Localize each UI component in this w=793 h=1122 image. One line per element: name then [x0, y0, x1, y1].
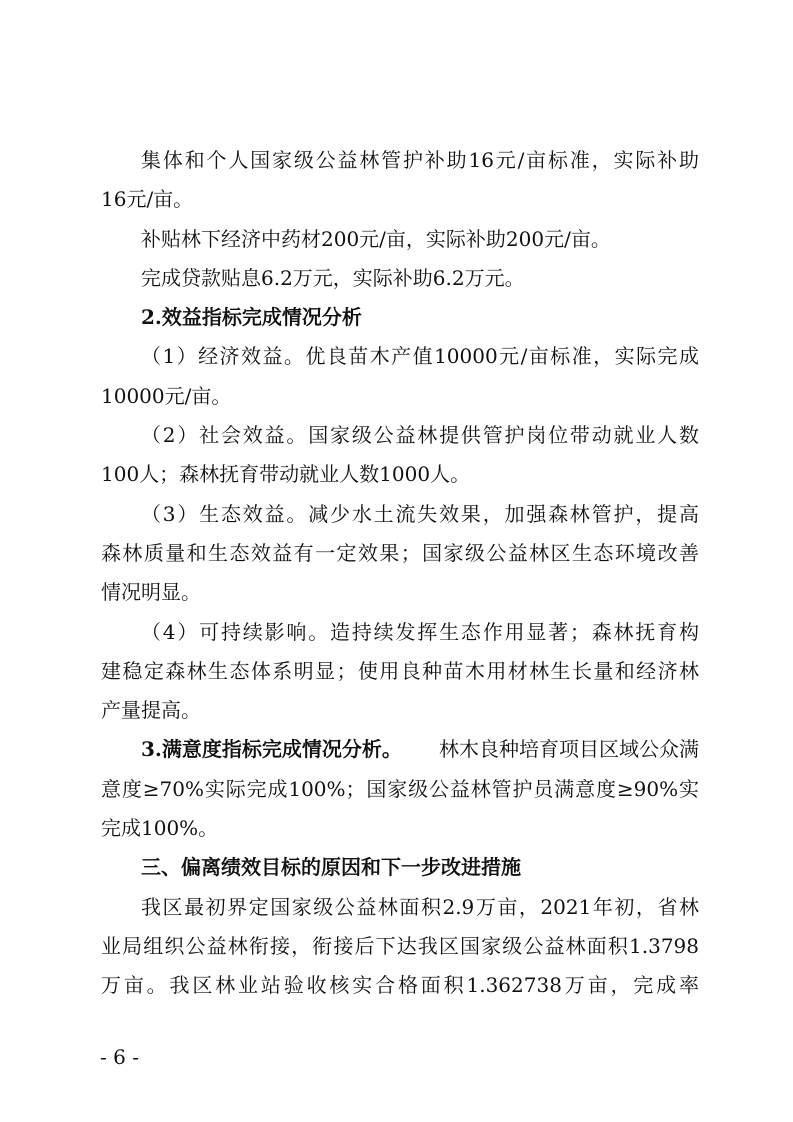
- paragraph-line: 补贴林下经济中药材200元/亩，实际补助200元/亩。: [141, 226, 611, 251]
- paragraph-line: 100人；森林抚育带动就业人数1000人。: [101, 462, 471, 487]
- chapter-heading: 三、偏离绩效目标的原因和下一步改进措施: [141, 855, 521, 880]
- paragraph-line: （2）社会效益。国家级公益林提供管护岗位带动就业人数: [141, 423, 699, 448]
- paragraph-line: 16元/亩。: [101, 187, 194, 212]
- paragraph-line: 10000元/亩。: [101, 383, 232, 408]
- paragraph-text: 林木良种培育项目区域公众满: [439, 737, 699, 762]
- paragraph-line: （3）生态效益。减少水土流失效果，加强森林管护，提高: [141, 501, 699, 526]
- paragraph-line: （4）可持续影响。造持续发挥生态作用显著；森林抚育构: [141, 619, 699, 644]
- paragraph-line: 产量提高。: [101, 698, 201, 723]
- paragraph-line: 集体和个人国家级公益林管护补助16元/亩标准，实际补助: [141, 148, 699, 172]
- paragraph-line: 我区最初界定国家级公益林面积2.9万亩，2021年初，省林: [141, 894, 699, 919]
- paragraph-line: 业局组织公益林衔接，衔接后下达我区国家级公益林面积1.3798: [101, 933, 699, 958]
- paragraph-line: 万亩。我区林业站验收核实合格面积1.362738万亩，完成率: [101, 973, 699, 998]
- document-body: [101, 141, 699, 1006]
- paragraph-line: 建稳定森林生态体系明显；使用良种苗木用材林生长量和经济林: [101, 658, 699, 683]
- paragraph-line: 情况明显。: [101, 580, 201, 605]
- paragraph-line: 森林质量和生态效益有一定效果；国家级公益林区生态环境改善: [101, 540, 699, 565]
- page-number: - 6 -: [100, 1045, 139, 1069]
- paragraph-line: 意度≥70%实际完成100%；国家级公益林管护员满意度≥90%实: [101, 776, 699, 801]
- section-heading: 2.效益指标完成情况分析: [141, 305, 362, 330]
- section-heading: 3.满意度指标完成情况分析。: [141, 737, 402, 762]
- paragraph-line: 完成贷款贴息6.2万元，实际补助6.2万元。: [141, 265, 525, 290]
- paragraph-line: 完成100%。: [101, 816, 219, 841]
- paragraph-line: （1）经济效益。优良苗木产值10000元/亩标准，实际完成: [141, 344, 699, 369]
- paragraph-line: [101, 730, 699, 769]
